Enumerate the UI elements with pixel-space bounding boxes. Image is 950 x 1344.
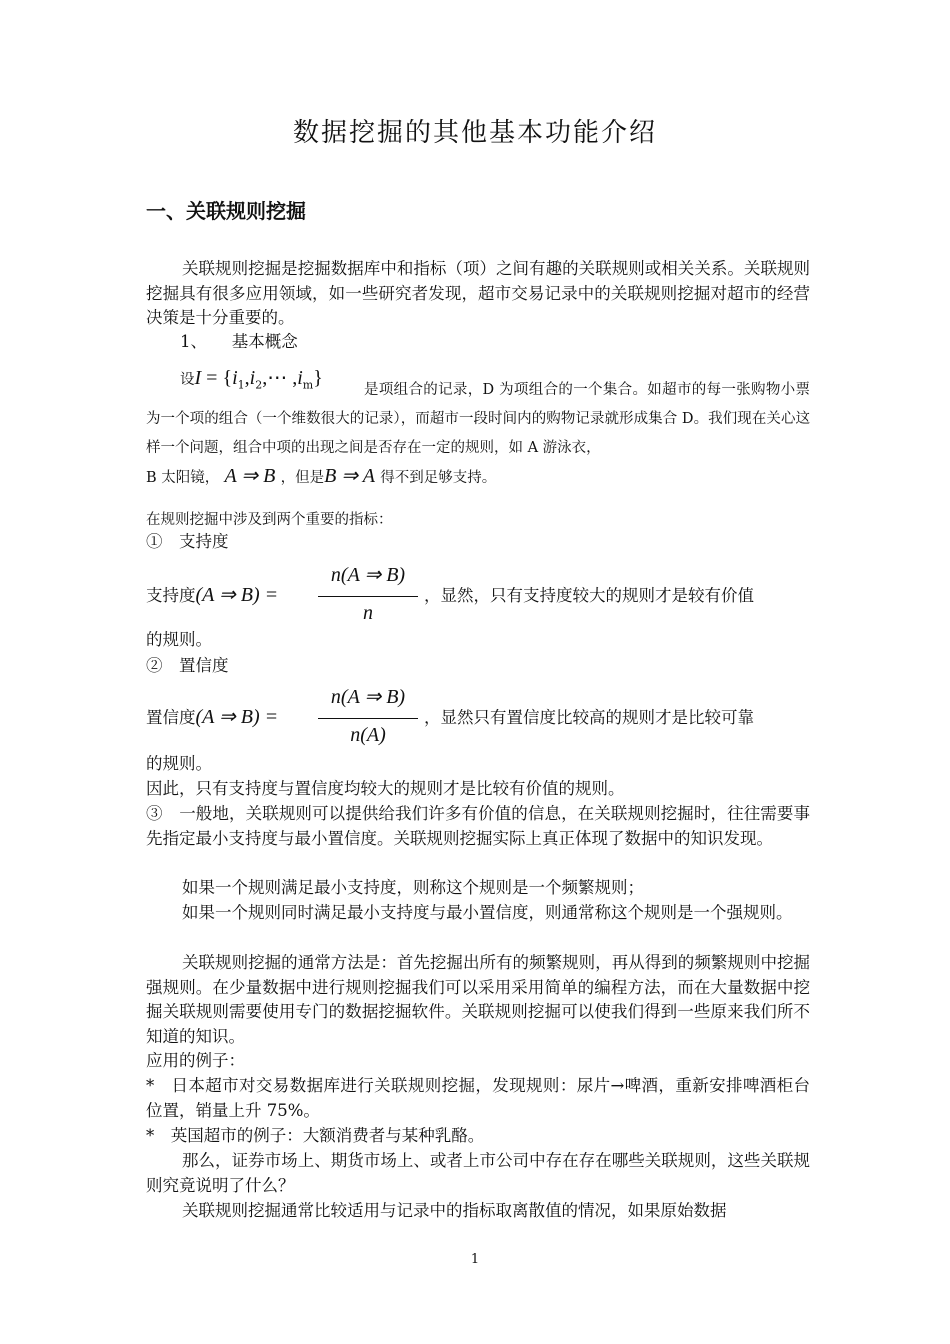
fraction-bar (318, 718, 418, 719)
definition-line: 设$I = \{i_1,i_2,\cdots$ $,i_m$} (180, 367, 323, 392)
example-suffix: 得不到足够支持。 (380, 470, 497, 486)
sub-1: 1 (237, 378, 245, 392)
strong-rule-paragraph: 如果一个规则同时满足最小支持度与最小置信度，则通常称这个规则是一个强规则。 (182, 903, 793, 922)
fraction-bar (318, 596, 418, 597)
confidence-label: 置信度 (146, 708, 196, 727)
example-mid: ，但是 (280, 470, 325, 486)
question-paragraph: 那么，证券市场上、期货市场上、或者上市公司中存在存在哪些关联规则，这些关联规则究竟说明了什么？ (146, 1151, 810, 1195)
page-number: 1 (470, 1252, 480, 1267)
example-line (146, 464, 810, 491)
confidence-expr: (A ⇒ B) = (195, 706, 279, 728)
examples-heading: 应用的例子： (146, 1051, 245, 1070)
frequent-rule-paragraph: 如果一个规则满足最小支持度，则称这个规则是一个频繁规则； (182, 878, 644, 897)
set-close: } (313, 367, 323, 389)
set-dots: ,⋯ , (262, 367, 298, 389)
confidence-formula (146, 684, 810, 756)
rule-a-b: A ⇒ B (224, 465, 276, 487)
item-support-heading: ① 支持度 (146, 532, 229, 551)
confidence-comment: ，显然只有置信度比较高的规则才是比较可靠 (424, 708, 754, 727)
support-expr: (A ⇒ B) = (195, 584, 279, 606)
indicators-intro: 在规则挖掘中涉及到两个重要的指标： (146, 512, 393, 528)
support-label: 支持度 (146, 586, 196, 605)
support-comment: ，显然，只有支持度较大的规则才是较有价值 (424, 586, 754, 605)
therefore-paragraph: 因此，只有支持度与置信度均较大的规则才是比较有价值的规则。 (146, 779, 625, 798)
example-japan: * 日本超市对交易数据库进行关联规则挖掘，发现规则：尿片→啤酒，重新安排啤酒柜台位置，销量上升 75%。 (146, 1076, 810, 1120)
definition-prefix: 设 (180, 372, 195, 388)
sub-m: m (302, 378, 314, 392)
confidence-numerator: n(A ⇒ B) (330, 686, 406, 708)
confidence-fraction (318, 684, 418, 756)
item-general-paragraph: ③ 一般地，关联规则可以提供给我们许多有价值的信息，在关联规则挖掘时，往往需要事先指定最小支持度与最小置信度。关联规则挖掘实际上真正体现了数据中的知识发现。 (146, 804, 810, 848)
item-i: i (249, 367, 256, 389)
example-prefix: B 太阳镜， (146, 470, 220, 486)
support-fraction (318, 562, 418, 634)
sub-2: 2 (255, 378, 263, 392)
confidence-denominator: n(A) (350, 724, 386, 746)
intro-paragraph: 关联规则挖掘是挖掘数据库中和指标（项）之间有趣的关联规则或相关关系。关联规则挖掘具有很多应用领域，如一些研究者发现，超市交易记录中的关联规则挖掘对超市的经营决策是十分重要的。 (146, 259, 810, 327)
set-eq: = { (201, 367, 233, 389)
definition-body: 是项组合的记录，D 为项组合的一个集合。如超市的每一张购物小票为一个项的组合（一个维数很大的记录），而超市一段时间内的购物记录就形成集合 D。我们现在关心这样一个问题，组合中项的出现之间是否存在一定的规则，如 A 游泳衣， (146, 382, 810, 456)
item-i: i (232, 367, 238, 389)
example-uk: * 英国超市的例子：大额消费者与某种乳酪。 (146, 1126, 485, 1145)
rule-b-a: B ⇒ A (324, 465, 375, 487)
support-formula (146, 562, 810, 634)
support-continuation: 的规则。 (146, 630, 212, 649)
page-title: 数据挖掘的其他基本功能介绍 (292, 118, 657, 148)
item-confidence-heading: ② 置信度 (146, 656, 229, 675)
last-paragraph: 关联规则挖掘通常比较适用与记录中的指标取离散值的情况，如果原始数据 (182, 1201, 727, 1220)
confidence-continuation: 的规则。 (146, 754, 212, 773)
method-paragraph: 关联规则挖掘的通常方法是：首先挖掘出所有的频繁规则，再从得到的频繁规则中挖掘强规则。在少量数据中进行规则挖掘我们可以采用采用简单的编程方法，而在大量数据中挖掘关联规则需要使用专门的数据挖掘软件。关联规则挖掘可以使我们得到一些原来我们所不知道的知识。 (146, 953, 810, 1046)
section-heading: 一、关联规则挖掘 (146, 199, 306, 223)
item-i: i (297, 367, 303, 389)
set-symbol: I (194, 367, 202, 389)
subsection-heading: 1、 基本概念 (180, 332, 298, 351)
support-numerator: n(A ⇒ B) (330, 564, 406, 586)
support-denominator: n (363, 602, 373, 624)
